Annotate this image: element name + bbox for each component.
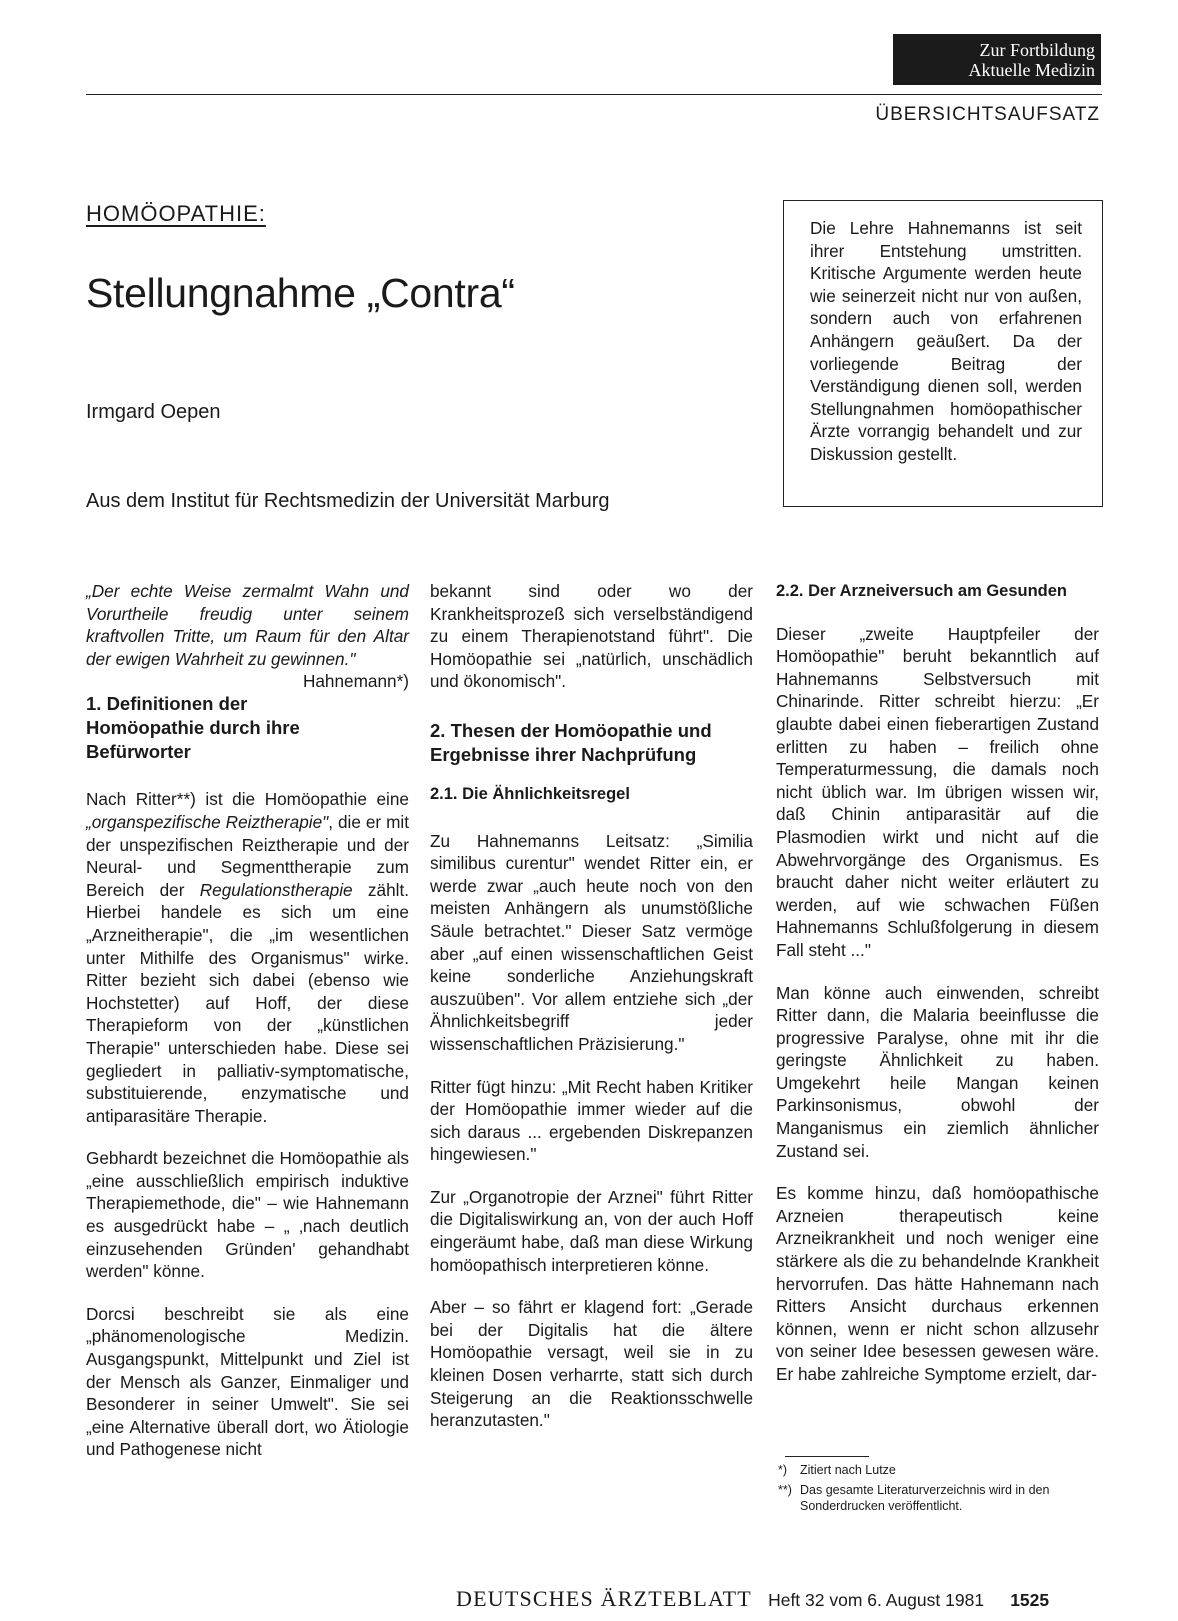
subsection-heading-2-1: 2.1. Die Ähnlichkeitsregel bbox=[430, 784, 630, 803]
paragraph bbox=[86, 788, 409, 1127]
emphasis: „organspezifische Reiztherapie" bbox=[86, 811, 329, 832]
paragraph: Zur „Organotropie der Arznei" führt Ritter die Digitaliswirkung an, von der auch Hoff eingeräumt habe, daß man diese Wirkung homöopathisch interpretieren könne. bbox=[430, 1186, 753, 1275]
badge-line-2: Aktuelle Medizin bbox=[968, 60, 1095, 80]
paragraph: Zu Hahnemanns Leitsatz: „Similia similibus curentur" wendet Ritter ein, er werde zwar „auch heute noch von den meisten Anhängern als unumstößliche Säule betrachtet." Dieser Satz vermöge aber „auf einen wissenschaftlichen Geist keine sonderliche Anziehungskraft auszuüben". Vor allem entziehe sich „der Ähnlichkeitsbegriff jeder wissenschaftlichen Präzisierung." bbox=[430, 830, 753, 1054]
footnote-mark: **) bbox=[778, 1483, 792, 1497]
text-run: Nach Ritter**) ist die Homöopathie eine bbox=[86, 789, 409, 810]
paragraph: Dieser „zweite Hauptpfeiler der Homöopathie" beruht bekanntlich auf Hahnemanns Selbstversuch mit Chinarinde. Ritter schreibt hierzu: „Er glaubte dabei einen fieberartigen Zustand erlitten zu haben – freilich ohne Temperaturmessung, die damals noch nicht üblich war. Im übrigen wissen wir, daß Chinin antiparasitär auf die Plasmodien wirkt und nicht auf die Abwehrvorgänge des Organismus. Es braucht daher nicht weiter erläutert zu werden, auf wie schwachen Füßen Hahnemanns Schlußfolgerung in diesem Fall steht ..." bbox=[776, 623, 1099, 960]
article-author: Irmgard Oepen bbox=[86, 401, 221, 423]
column-3 bbox=[776, 580, 1099, 1386]
article-affiliation: Aus dem Institut für Rechtsmedizin der Universität Marburg bbox=[86, 490, 610, 512]
article-title: Stellungnahme „Contra“ bbox=[86, 270, 515, 316]
paragraph: Gebhardt bezeichnet die Homöopathie als „eine ausschließlich empirisch induktive Therapiemethode, die" – wie Hahnemann es ausgedrückt habe – „ ‚nach deutlich einzusehenden Gründen' gehandhabt werden" könne. bbox=[86, 1148, 409, 1282]
section-heading-1: 1. Definitionen der Homöopathie durch ihre Befürworter bbox=[86, 693, 300, 763]
footnote-rule bbox=[785, 1456, 869, 1457]
footnote bbox=[778, 1482, 1100, 1514]
epigraph-author: Hahnemann*) bbox=[302, 671, 409, 692]
column-2 bbox=[430, 580, 753, 1432]
footnote bbox=[778, 1462, 1100, 1478]
paragraph: bekannt sind oder wo der Krankheitsprozeß sich verselbständigend zu einem Therapienotstand führt". Die Homöopathie sei „natürlich, unschädlich und ökonomisch". bbox=[430, 581, 753, 692]
section-badge bbox=[893, 34, 1101, 85]
footnote-text: Zitiert nach Lutze bbox=[800, 1463, 896, 1477]
column-1 bbox=[86, 580, 409, 1461]
abstract-box bbox=[783, 200, 1103, 507]
paragraph: Aber – so fährt er klagend fort: „Gerade bei der Digitalis hat die ältere Homöopathie versagt, weil sie in zu kleinen Dosen verharrte, statt sich durch Steigerung an die Reaktionsschwelle heranzutasten." bbox=[430, 1297, 753, 1431]
epigraph bbox=[86, 580, 409, 692]
text-run: zählt. Hierbei handele es sich um eine „Arzneitherapie", die „im wesentlichen unter Mithilfe des Organismus" wirke. Ritter bezieht sich dabei (ebenso wie Hochstetter) auf Hoff, der diese Therapieform von der „künstlichen Therapie" unterschieden habe. Diese sei gegliedert in palliativ-symptomatische, substituierende, enzymatische und antiparasitäre Therapie. bbox=[86, 879, 410, 1126]
text-run: , die er mit der unspezifischen Reiztherapie und der Neural- und Segmenttherapie zum Bereich der bbox=[86, 811, 409, 900]
issue-info: Heft 32 vom 6. August 1981 bbox=[768, 1590, 985, 1610]
footnote-text: Das gesamte Literaturverzeichnis wird in den Sonderdrucken veröffentlicht. bbox=[800, 1483, 1050, 1513]
paragraph: Ritter fügt hinzu: „Mit Recht haben Kritiker der Homöopathie immer wieder auf die sich daraus ... ergebenden Diskrepanzen hingewiesen." bbox=[430, 1076, 753, 1165]
journal-name: DEUTSCHES ÄRZTEBLATT bbox=[456, 1586, 752, 1611]
page-footer bbox=[456, 1586, 1049, 1612]
header-rule bbox=[86, 94, 1102, 95]
article-type: ÜBERSICHTSAUFSATZ bbox=[875, 104, 1100, 125]
emphasis: Regulationstherapie bbox=[199, 879, 353, 900]
epigraph-text: „Der echte Weise zermalmt Wahn und Vorurtheile freudig unter seinem kraftvollen Tritte, um Raum für den Altar der ewigen Wahrheit zu gewinnen." bbox=[86, 581, 409, 669]
article-kicker: HOMÖOPATHIE: bbox=[86, 201, 266, 226]
footnote-mark: *) bbox=[778, 1463, 788, 1477]
abstract-text: Die Lehre Hahnemanns ist seit ihrer Entstehung umstritten. Kritische Argumente werden heute wie seinerzeit nicht nur von außen, sondern auch von erfahrenen Anhängern geäußert. Da der vorliegende Beitrag der Verständigung dienen soll, werden Stellungnahmen homöopathischer Ärzte vorrangig behandelt und zur Diskussion gestellt. bbox=[810, 218, 1082, 464]
section-heading-2: 2. Thesen der Homöopathie und Ergebnisse ihrer Nachprüfung bbox=[430, 719, 712, 765]
subsection-heading-2-2: 2.2. Der Arzneiversuch am Gesunden bbox=[776, 582, 1067, 600]
paragraph: Man könne auch einwenden, schreibt Ritter dann, die Malaria beeinflusse die progressive Paralyse, ohne mit ihr die geringste Ähnlichkeit zu haben. Umgekehrt heile Mangan keinen Parkinsonismus, obwohl der Manganismus ein ziemlich ähnlicher Zustand sei. bbox=[776, 982, 1099, 1161]
paragraph: Dorcsi beschreibt sie als eine „phänomenologische Medizin. Ausgangspunkt, Mittelpunkt und Ziel ist der Mensch als Ganzer, Einmaliger und Besonderer in seiner Umwelt". Sie sei „eine Alternative überall dort, wo Ätiologie und Pathogenese nicht bbox=[86, 1303, 409, 1460]
page-number: 1525 bbox=[1010, 1590, 1050, 1610]
badge-line-1: Zur Fortbildung bbox=[979, 40, 1095, 60]
paragraph: Es komme hinzu, daß homöopathische Arzneien therapeutisch keine Arzneikrankheit und noch weniger eine stärkere als die zu behandelnde Krankheit hervorrufen. Das hätte Hahnemann nach Ritters Ansicht durchaus erkennen können, wenn er nicht schon allzusehr von seiner Idee besessen gewesen wäre. Er habe zahlreiche Symptome erzielt, dar- bbox=[776, 1183, 1099, 1384]
